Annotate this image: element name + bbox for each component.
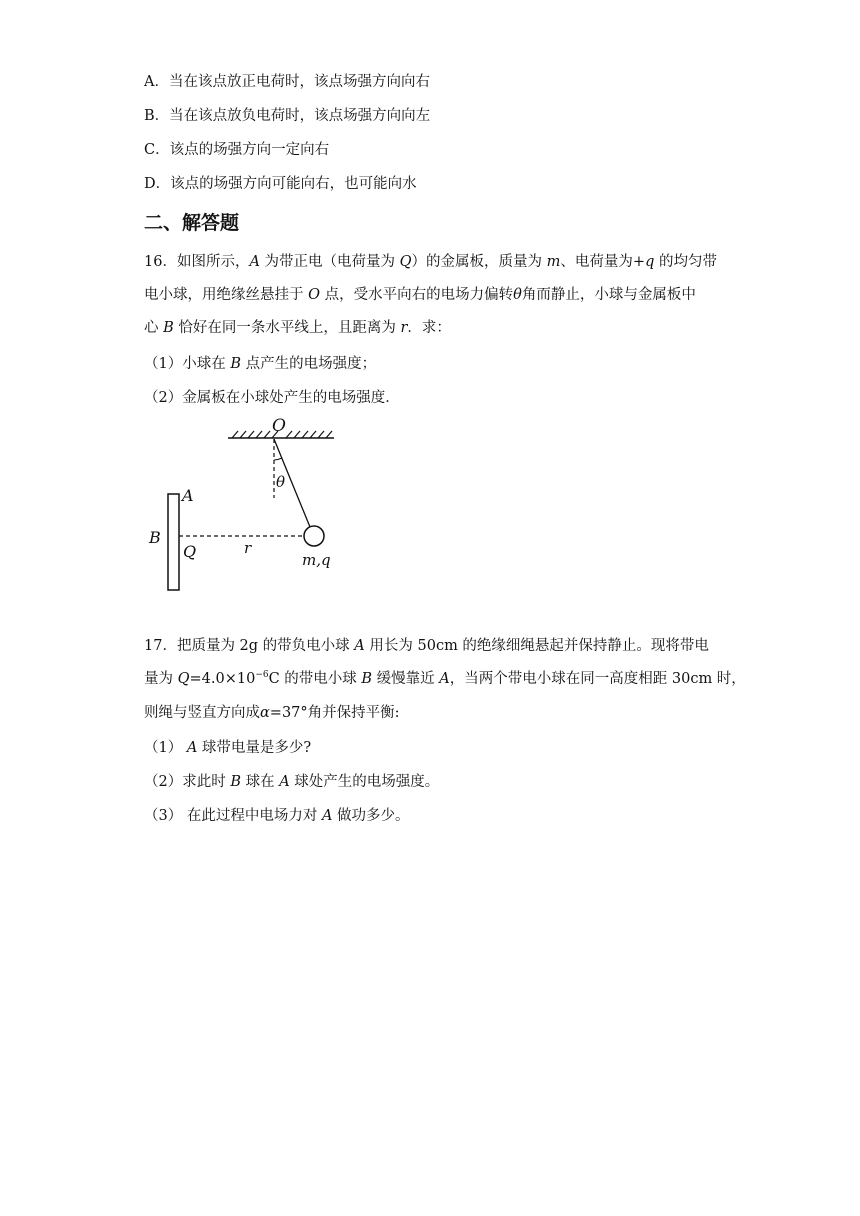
question-number: 17．: [144, 638, 177, 654]
text-run: 点，受水平向右的电场力偏转: [320, 287, 514, 303]
text-run: 点产生的电场强度；: [241, 356, 377, 372]
text-run: 角而静止，小球与金属板中: [521, 287, 696, 303]
text-run: ．求：: [407, 320, 451, 336]
option-letter: B．: [144, 108, 170, 124]
text-run: 缓慢靠近: [372, 671, 440, 687]
var-q-charge: Q: [177, 671, 190, 687]
q17-sub-1: [144, 738, 744, 758]
q16-pendulum-figure: [140, 416, 350, 596]
q17-line-2: [144, 669, 744, 689]
text-run: 用长为 50cm 的绝缘细绳悬起并保持静止。现将带电: [364, 638, 709, 654]
text-run: （1）: [144, 740, 187, 756]
label-theta: θ: [276, 473, 286, 491]
option-b: [144, 106, 744, 126]
var-q-charge: Q: [399, 254, 412, 270]
var-o: O: [308, 287, 320, 303]
var-a: A: [321, 808, 333, 824]
q16-line-3: [144, 318, 744, 338]
text-run: 把质量为 2g 的带负电小球: [176, 638, 355, 654]
q16-sub-2: （2）金属板在小球处产生的电场强度．: [144, 390, 400, 406]
var-b: B: [361, 671, 373, 687]
text-run: 、电荷量为+: [560, 254, 646, 270]
option-text: 当在该点放正电荷时，该点场强方向向右: [168, 74, 430, 90]
text-run: ）的金属板，质量为: [411, 254, 547, 270]
text-run: 则绳与竖直方向成: [144, 705, 260, 721]
text-run: （1）小球在: [144, 356, 231, 372]
q16-line-1: [144, 252, 744, 272]
var-r: r: [400, 320, 408, 336]
var-a: A: [249, 254, 260, 270]
angle-arc: [274, 458, 282, 460]
q16-line-2: [144, 285, 744, 305]
label-r: r: [244, 539, 252, 557]
text-run: （2）求此时: [144, 774, 231, 790]
option-text: 该点的场强方向一定向右: [169, 142, 330, 158]
var-theta: θ: [513, 287, 522, 303]
option-letter: C．: [144, 142, 170, 158]
text-run: 量为: [144, 671, 178, 687]
var-a: A: [354, 638, 365, 654]
option-text: 当在该点放负电荷时，该点场强方向向左: [169, 108, 431, 124]
section-title: 二、解答题: [144, 212, 240, 234]
text-run: 为带正电（电荷量为: [259, 254, 400, 270]
var-b: B: [230, 356, 241, 372]
option-a: [144, 72, 744, 92]
q16-sub-1: [144, 354, 744, 374]
text-run: ，当两个带电小球在同一高度相距 30cm 时，: [449, 671, 746, 687]
question-number: 16．: [144, 254, 177, 270]
var-b: B: [230, 774, 241, 790]
q17-line-1: [144, 636, 744, 656]
charged-ball: [304, 526, 324, 546]
text-run: 电小球，用绝缘丝悬挂于: [144, 287, 309, 303]
label-o: O: [272, 416, 286, 436]
var-a: A: [186, 740, 198, 756]
text-run: 如图所示，: [176, 254, 250, 270]
exponent: −6: [255, 670, 269, 680]
option-c: [144, 140, 744, 160]
text-run: 的均匀带: [654, 254, 717, 270]
q17-line-3: [144, 703, 744, 723]
text-run: =37°角并保持平衡:: [269, 705, 400, 721]
var-a: A: [439, 671, 450, 687]
label-mq: m,q: [302, 551, 331, 569]
var-m: m: [546, 254, 561, 270]
option-letter: D．: [144, 176, 171, 192]
text-run: =4.0×10: [189, 671, 256, 687]
text-run: C 的带电小球: [268, 671, 362, 687]
text-run: 球处产生的电场强度。: [289, 774, 440, 790]
text-run: 恰好在同一条水平线上，且距离为: [173, 320, 401, 336]
label-q: Q: [183, 542, 197, 561]
var-alpha: α: [260, 705, 270, 721]
option-letter: A．: [144, 74, 169, 90]
var-b: B: [163, 320, 174, 336]
text-run: （3） 在此过程中电场力对: [144, 808, 322, 824]
option-text: 该点的场强方向可能向右，也可能向水: [170, 176, 417, 192]
label-b: B: [149, 528, 161, 547]
metal-plate: [168, 494, 179, 590]
var-q: q: [645, 254, 655, 270]
q17-sub-3: [144, 806, 744, 826]
text-run: 做功多少。: [332, 808, 410, 824]
var-a: A: [279, 774, 290, 790]
text-run: 球在: [241, 774, 280, 790]
text-run: 球带电量是多少?: [197, 740, 312, 756]
q17-sub-2: [144, 772, 744, 792]
option-d: [144, 174, 744, 194]
text-run: 心: [144, 320, 164, 336]
label-a: A: [182, 486, 194, 505]
